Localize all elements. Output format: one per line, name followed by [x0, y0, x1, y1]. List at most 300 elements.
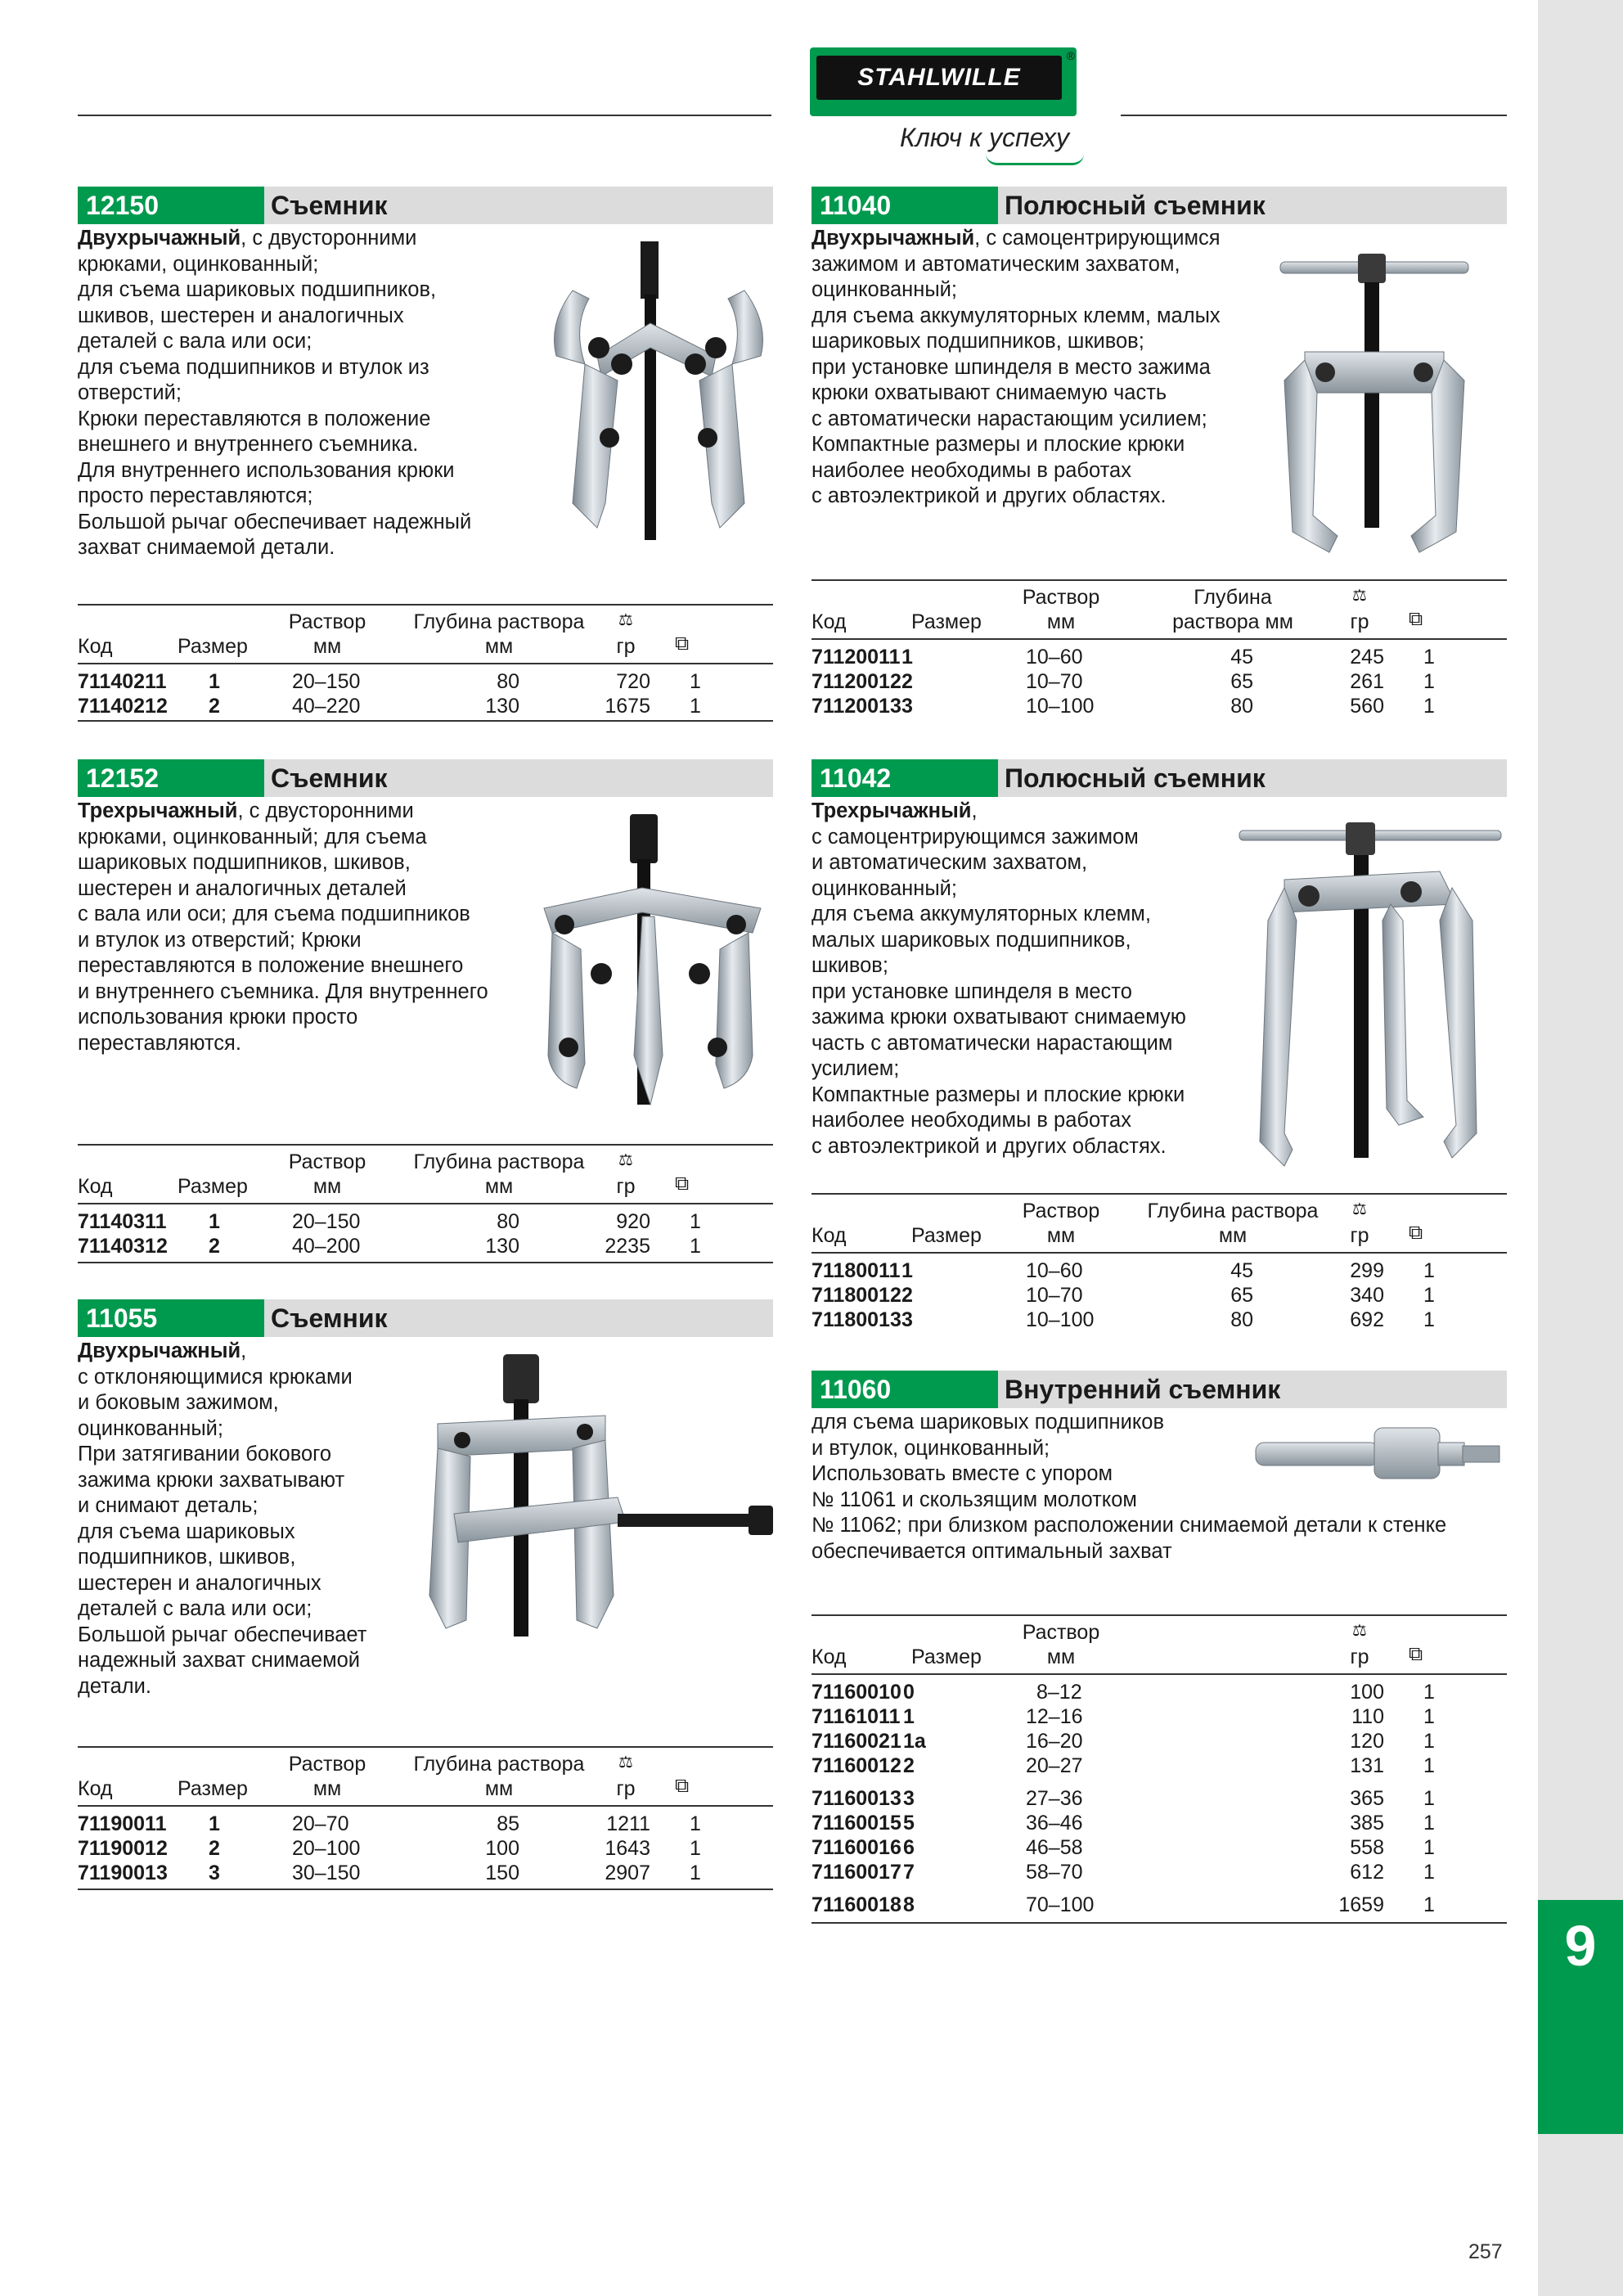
table-cell: 20–100: [292, 1837, 361, 1860]
table-cell: Глубина раствора: [413, 1150, 585, 1173]
table-cell: 45: [1230, 1259, 1253, 1282]
desc-line: при установке шпинделя в место: [812, 979, 1132, 1003]
desc-line: и внутреннего съемника. Для внутреннего: [78, 979, 488, 1003]
table-cell: Код: [812, 610, 847, 633]
table-cell: 1: [1423, 1754, 1435, 1777]
table-cell: 71180011: [812, 1259, 901, 1282]
table-cell: 71160017: [812, 1861, 901, 1884]
product-image-11042: [1235, 814, 1505, 1174]
desc-line: наиболее необходимы в работах: [812, 1109, 1131, 1132]
article-number: 12150: [78, 187, 264, 224]
desc-line: Большой рычаг обеспечивает надежный: [78, 510, 472, 533]
table-cell: 920: [616, 1210, 650, 1233]
desc-line: и втулок, оцинкованный;: [812, 1436, 1050, 1460]
desc-line: внешнего и внутреннего съемника.: [78, 433, 419, 456]
desc-line: Крюки переставляются в положение: [78, 407, 431, 430]
table-cell: 71160021: [812, 1730, 901, 1753]
table-cell: 20–150: [292, 670, 361, 693]
table-cell: раствора мм: [1172, 610, 1293, 633]
desc-line: деталей с вала или оси;: [78, 1597, 312, 1620]
table-rule: [78, 1889, 773, 1890]
table-rule: [812, 1922, 1507, 1924]
description-12150: [78, 226, 536, 561]
table-cell: 80: [497, 1210, 519, 1233]
desc-line: крюками, оцинкованный; для съема: [78, 825, 427, 849]
table-cell: 46–58: [1026, 1836, 1083, 1859]
table-cell: 1: [690, 1837, 701, 1860]
table-cell: Код: [78, 1175, 113, 1198]
desc-line: шкивов;: [812, 954, 888, 977]
table-cell: 2907: [605, 1862, 650, 1884]
table-cell: 71190013: [78, 1862, 168, 1884]
spec-table-12150: [78, 604, 773, 718]
table-cell: 1: [1423, 1284, 1435, 1307]
header-rule-left: [78, 115, 771, 116]
spec-table-11060: [812, 1614, 1507, 1925]
table-cell: 71140311: [78, 1210, 167, 1233]
table-cell: 1: [690, 1812, 701, 1835]
table-cell: 71190012: [78, 1837, 168, 1860]
table-rule: [78, 1746, 773, 1748]
table-cell: 340: [1350, 1284, 1384, 1307]
box-icon: ⧉: [675, 1173, 690, 1195]
table-rule: [78, 720, 773, 722]
table-cell: 1: [1423, 1787, 1435, 1810]
table-rule: [812, 579, 1507, 581]
desc-line: и автоматическим захватом,: [812, 851, 1088, 874]
desc-line: Для внутреннего использования крюки: [78, 458, 455, 482]
table-cell: 71160013: [812, 1787, 901, 1810]
table-cell: 1: [690, 670, 701, 693]
table-cell: 1: [901, 1259, 913, 1282]
table-rule: [812, 1252, 1507, 1254]
desc-lead: Двухрычажный: [78, 1339, 241, 1362]
table-cell: 2: [901, 670, 913, 693]
table-cell: 612: [1350, 1861, 1384, 1884]
desc-line: шестерен и аналогичных деталей: [78, 876, 407, 900]
table-cell: Раствор: [288, 1150, 366, 1173]
desc-line: при установке шпинделя в место зажима: [812, 355, 1211, 379]
table-cell: 1: [209, 1210, 220, 1233]
table-rule: [78, 1805, 773, 1807]
table-cell: 71160010: [812, 1681, 901, 1704]
desc-line: зажима крюки охватывают снимаемую: [812, 1006, 1186, 1029]
table-cell: 692: [1350, 1308, 1384, 1331]
box-icon: ⧉: [675, 633, 690, 655]
table-cell: Раствор: [288, 1753, 366, 1776]
table-cell: Размер: [911, 1645, 982, 1668]
table-rule: [78, 604, 773, 606]
desc-line: переставляются.: [78, 1031, 241, 1055]
section-title: Полюсный съемник: [998, 759, 1507, 797]
desc-line: использования крюки просто: [78, 1006, 358, 1029]
table-cell: 1: [690, 1210, 701, 1233]
header-rule-right: [1121, 115, 1507, 116]
desc-line: , с двусторонними: [241, 227, 417, 250]
article-number: 11060: [812, 1371, 998, 1408]
spec-table-12152: [78, 1144, 773, 1263]
desc-line: для съема шариковых подшипников,: [78, 278, 437, 301]
table-cell: 1: [1423, 1681, 1435, 1704]
desc-line: просто переставляются;: [78, 484, 313, 507]
table-cell: 130: [485, 1235, 519, 1258]
table-cell: 27–36: [1026, 1787, 1083, 1810]
article-number: 11040: [812, 187, 998, 224]
scale-icon: ⚖: [618, 611, 633, 629]
desc-line: детали.: [78, 1674, 151, 1698]
table-cell: Раствор: [1022, 1621, 1100, 1644]
scale-icon: ⚖: [1352, 1200, 1367, 1218]
table-cell: 20–150: [292, 1210, 361, 1233]
table-cell: 71120011: [812, 646, 901, 669]
table-cell: 1: [1423, 646, 1435, 669]
desc-line: Компактные размеры и плоские крюки: [812, 1083, 1185, 1106]
desc-line: крюки охватывают снимаемую часть: [812, 381, 1167, 404]
table-cell: мм: [484, 1777, 514, 1800]
table-cell: 245: [1350, 646, 1384, 669]
desc-line: с автоэлектрикой и других областях.: [812, 484, 1167, 507]
spec-table-11040: [812, 579, 1507, 718]
table-cell: 0: [903, 1681, 915, 1704]
desc-line: с автоматически нарастающим усилием;: [812, 407, 1207, 430]
article-number: 12152: [78, 759, 264, 797]
section-title: Съемник: [264, 187, 773, 224]
table-cell: Раствор: [288, 610, 366, 633]
table-cell: гр: [1350, 1645, 1369, 1668]
description-12152: [78, 799, 536, 1056]
desc-line: , с самоцентрирующимся: [974, 227, 1221, 250]
table-cell: 2: [209, 1235, 220, 1258]
desc-line: шестерен и аналогичных: [78, 1571, 321, 1595]
table-cell: 1: [1423, 670, 1435, 693]
desc-lead: Двухрычажный: [78, 227, 241, 250]
table-cell: 80: [1230, 695, 1253, 718]
desc-line: усилием;: [812, 1057, 900, 1080]
table-cell: 71120013: [812, 695, 901, 718]
desc-line: оцинкованный;: [812, 876, 958, 900]
brand-logo: [810, 47, 1077, 116]
table-cell: мм: [312, 635, 342, 658]
table-cell: 71180013: [812, 1308, 901, 1331]
table-cell: 365: [1350, 1787, 1384, 1810]
table-cell: 65: [1230, 1284, 1253, 1307]
desc-line: подшипников, шкивов,: [78, 1546, 296, 1569]
desc-line: для съема аккумуляторных клемм, малых: [812, 304, 1221, 327]
table-cell: 16–20: [1026, 1730, 1083, 1753]
section-title: Съемник: [264, 1299, 773, 1337]
desc-line: и боковым зажимом,: [78, 1391, 279, 1414]
table-cell: 36–46: [1026, 1812, 1083, 1835]
table-cell: 10–70: [1026, 670, 1083, 693]
table-cell: Код: [78, 635, 113, 658]
scale-icon: ⚖: [1352, 587, 1367, 605]
table-cell: 10–100: [1026, 1308, 1095, 1331]
table-cell: 3: [901, 695, 913, 718]
table-cell: 1: [209, 1812, 220, 1835]
table-cell: 1: [1423, 1812, 1435, 1835]
table-cell: 8–12: [1036, 1681, 1082, 1704]
section-header: [78, 759, 773, 797]
scale-icon: ⚖: [1352, 1622, 1367, 1640]
table-cell: 1: [1423, 1308, 1435, 1331]
table-cell: 2: [209, 695, 220, 718]
desc-line: с вала или оси; для съема подшипников: [78, 903, 470, 925]
table-cell: 100: [485, 1837, 519, 1860]
table-cell: 10–60: [1026, 1259, 1083, 1282]
desc-lead: Двухрычажный: [812, 227, 975, 250]
brand-slogan: Ключ к успеху: [900, 123, 1069, 152]
brand-logo-text: STAHLWILLE: [816, 56, 1062, 100]
table-cell: 71140211: [78, 670, 167, 693]
table-cell: 120: [1350, 1730, 1384, 1753]
table-cell: Глубина: [1194, 586, 1272, 609]
table-cell: 12–16: [1026, 1705, 1083, 1728]
desc-line: ,: [241, 1339, 247, 1362]
table-cell: 299: [1350, 1259, 1384, 1282]
table-cell: 30–150: [292, 1862, 361, 1884]
table-cell: 71160015: [812, 1812, 901, 1835]
table-cell: 1211: [606, 1812, 650, 1835]
table-cell: 71120012: [812, 670, 901, 693]
table-cell: 5: [903, 1812, 915, 1835]
table-cell: 1: [1423, 1836, 1435, 1859]
table-cell: 85: [497, 1812, 519, 1835]
box-icon: ⧉: [1409, 608, 1423, 630]
table-cell: гр: [1350, 610, 1369, 633]
table-cell: Глубина раствора: [1147, 1200, 1319, 1222]
desc-line: для съема шариковых: [78, 1519, 295, 1543]
table-cell: 1675: [605, 695, 650, 718]
table-rule: [78, 663, 773, 664]
desc-line: для съема подшипников и втулок из: [78, 355, 429, 379]
desc-line: и снимают деталь;: [78, 1494, 259, 1517]
article-number: 11055: [78, 1299, 264, 1337]
table-cell: 558: [1350, 1836, 1384, 1859]
table-cell: 10–70: [1026, 1284, 1083, 1307]
table-cell: Размер: [178, 1777, 248, 1800]
desc-line: с самоцентрирующимся зажимом: [812, 825, 1139, 849]
table-cell: 1: [1423, 1861, 1435, 1884]
table-cell: 2: [903, 1754, 915, 1777]
section-header: [812, 759, 1507, 797]
description-11055: [78, 1339, 438, 1699]
table-cell: 70–100: [1026, 1893, 1095, 1916]
table-cell: 58–70: [1026, 1861, 1083, 1884]
table-cell: мм: [484, 1175, 514, 1198]
desc-line: зажима крюки захватывают: [78, 1468, 345, 1492]
table-cell: гр: [616, 1175, 636, 1198]
page-number: 257: [1468, 2240, 1503, 2263]
section-title: Съемник: [264, 759, 773, 797]
article-number: 11042: [812, 759, 998, 797]
table-cell: 20–27: [1026, 1754, 1083, 1777]
table-cell: 1: [209, 670, 220, 693]
table-cell: гр: [616, 635, 636, 658]
desc-line: оцинкованный;: [812, 278, 958, 301]
desc-line: и втулок из отверстий; Крюки: [78, 928, 362, 952]
table-cell: 261: [1350, 670, 1384, 693]
table-cell: 130: [485, 695, 519, 718]
desc-line: Большой рычаг обеспечивает: [78, 1623, 367, 1646]
table-cell: 6: [903, 1836, 915, 1859]
registered-mark: ®: [1066, 49, 1075, 62]
desc-line: крюками, оцинкованный;: [78, 252, 319, 276]
table-rule: [812, 1614, 1507, 1616]
table-cell: 10–100: [1026, 695, 1095, 718]
table-cell: гр: [1350, 1224, 1369, 1247]
table-cell: мм: [312, 1175, 342, 1198]
desc-line: переставляются в положение внешнего: [78, 954, 464, 977]
table-cell: 2: [209, 1837, 220, 1860]
chapter-tab[interactable]: 9: [1538, 1900, 1623, 2134]
table-cell: 2: [901, 1284, 913, 1307]
desc-line: ,: [971, 799, 978, 822]
desc-line: отверстий;: [78, 381, 182, 404]
table-cell: 1: [1423, 1893, 1435, 1916]
table-cell: 100: [1350, 1681, 1384, 1704]
scale-icon: ⚖: [618, 1754, 633, 1772]
table-cell: 71160012: [812, 1754, 901, 1777]
desc-line: оцинкованный;: [78, 1416, 224, 1440]
table-cell: Размер: [178, 1175, 248, 1198]
desc-line: деталей с вала или оси;: [78, 330, 312, 353]
box-icon: ⧉: [1409, 1222, 1423, 1244]
table-cell: 3: [903, 1787, 915, 1810]
desc-lead: Трехрычажный: [78, 799, 238, 822]
section-title: Внутренний съемник: [998, 1371, 1507, 1408]
table-cell: 2235: [605, 1235, 650, 1258]
table-cell: мм: [484, 635, 514, 658]
table-cell: 1: [1423, 1259, 1435, 1282]
product-image-12152: [528, 810, 773, 1125]
desc-line: шариковых подшипников, шкивов;: [812, 330, 1144, 353]
table-cell: 1: [903, 1705, 915, 1728]
table-cell: 1643: [605, 1837, 650, 1860]
section-header: [78, 187, 773, 224]
table-cell: 71180012: [812, 1284, 901, 1307]
section-header: [78, 1299, 773, 1337]
desc-line: № 11061 и скользящим молотком: [812, 1488, 1137, 1511]
section-header: [812, 1371, 1507, 1408]
table-cell: 1: [901, 646, 913, 669]
desc-line: надежный захват снимаемой: [78, 1649, 361, 1672]
description-11040: [812, 226, 1270, 510]
table-cell: 1659: [1338, 1893, 1384, 1916]
desc-line: часть с автоматически нарастающим: [812, 1031, 1173, 1055]
table-cell: 7: [903, 1861, 915, 1884]
desc-line: зажимом и автоматическим захватом,: [812, 252, 1180, 276]
table-cell: мм: [1046, 1224, 1076, 1247]
desc-line: Компактные размеры и плоские крюки: [812, 433, 1185, 456]
product-image-11055: [421, 1350, 781, 1653]
table-cell: 1: [1423, 1705, 1435, 1728]
desc-line: малых шариковых подшипников,: [812, 928, 1131, 952]
table-cell: 131: [1350, 1754, 1384, 1777]
table-rule: [78, 1144, 773, 1146]
table-rule: [812, 638, 1507, 640]
table-cell: мм: [1046, 610, 1076, 633]
section-header: [812, 187, 1507, 224]
desc-line: для съема аккумуляторных клемм,: [812, 903, 1151, 925]
desc-lead: Трехрычажный: [812, 799, 972, 822]
table-cell: 71160018: [812, 1893, 901, 1916]
table-rule: [78, 1203, 773, 1204]
table-cell: Раствор: [1022, 1200, 1100, 1222]
table-cell: 1: [690, 1235, 701, 1258]
table-cell: 3: [209, 1862, 220, 1884]
table-cell: 8: [903, 1893, 915, 1916]
box-icon: ⧉: [675, 1775, 690, 1797]
table-cell: 65: [1230, 670, 1253, 693]
table-cell: Размер: [911, 610, 982, 633]
desc-line: При затягивании бокового: [78, 1443, 332, 1465]
desc-line: для съема шариковых подшипников: [812, 1411, 1165, 1434]
table-cell: Раствор: [1022, 586, 1100, 609]
table-cell: 720: [616, 670, 650, 693]
description-11042: [812, 799, 1237, 1159]
table-cell: 71160016: [812, 1836, 901, 1859]
slogan-swoosh: [986, 154, 1084, 165]
table-cell: Код: [78, 1777, 113, 1800]
desc-line: шариковых подшипников, шкивов,: [78, 851, 411, 874]
table-cell: 10–60: [1026, 646, 1083, 669]
product-image-11040: [1272, 237, 1477, 565]
desc-line: захват снимаемой детали.: [78, 536, 335, 559]
desc-line: № 11062; при близком расположении снимаемой детали к стенке: [812, 1514, 1447, 1537]
desc-line: наиболее необходимы в работах: [812, 458, 1131, 482]
table-cell: 560: [1350, 695, 1384, 718]
table-cell: мм: [1046, 1645, 1076, 1668]
table-cell: 45: [1230, 646, 1253, 669]
table-rule: [812, 1673, 1507, 1675]
table-cell: 3: [901, 1308, 913, 1331]
table-cell: 1: [1423, 695, 1435, 718]
table-cell: Размер: [911, 1224, 982, 1247]
table-cell: 1: [1423, 1730, 1435, 1753]
section-title: Полюсный съемник: [998, 187, 1507, 224]
table-cell: 80: [497, 670, 519, 693]
table-cell: Размер: [178, 635, 248, 658]
table-cell: 385: [1350, 1812, 1384, 1835]
table-cell: Код: [812, 1645, 847, 1668]
desc-line: , с двусторонними: [237, 799, 414, 822]
table-cell: 71161011: [812, 1705, 901, 1728]
table-cell: 71190011: [78, 1812, 167, 1835]
desc-line: шкивов, шестерен и аналогичных: [78, 304, 404, 327]
table-cell: 1: [690, 695, 701, 718]
desc-line: с автоэлектрикой и других областях.: [812, 1134, 1167, 1158]
table-cell: 71140212: [78, 695, 168, 718]
table-cell: 20–70: [292, 1812, 349, 1835]
product-image-12150: [540, 233, 777, 556]
table-cell: мм: [312, 1777, 342, 1800]
table-cell: 71140312: [78, 1235, 168, 1258]
table-cell: 1a: [903, 1730, 926, 1753]
desc-line: с отклоняющимися крюками: [78, 1365, 353, 1389]
table-rule: [812, 1193, 1507, 1195]
table-cell: 150: [485, 1862, 519, 1884]
table-cell: Код: [812, 1224, 847, 1247]
table-cell: Глубина раствора: [413, 1753, 585, 1776]
box-icon: ⧉: [1409, 1643, 1423, 1665]
table-cell: Глубина раствора: [413, 610, 585, 633]
table-cell: 110: [1351, 1705, 1384, 1728]
table-cell: 40–200: [292, 1235, 361, 1258]
product-image-11060: [1252, 1420, 1505, 1489]
table-rule: [78, 1262, 773, 1263]
desc-line: Использовать вместе с упором: [812, 1462, 1113, 1485]
spec-table-11055: [78, 1746, 773, 1893]
